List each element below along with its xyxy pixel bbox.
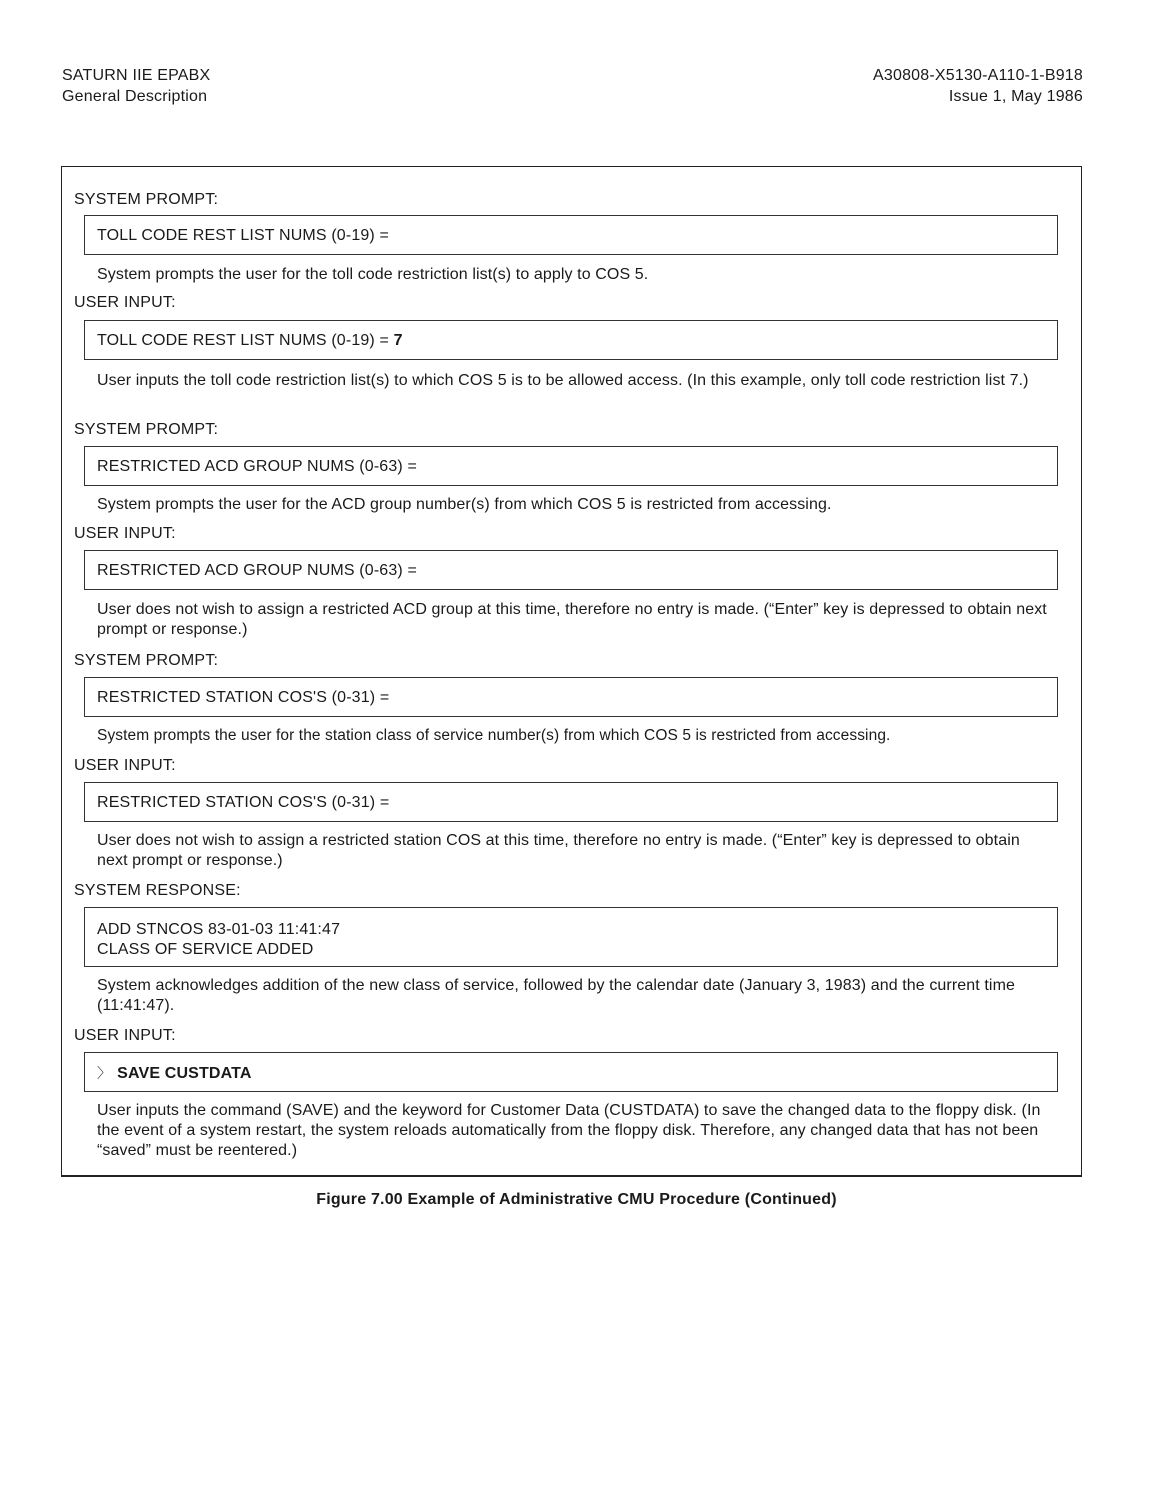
- terminal-box: [84, 907, 1058, 967]
- step-label: SYSTEM RESPONSE:: [74, 882, 241, 899]
- terminal-line: CLASS OF SERVICE ADDED: [97, 941, 314, 958]
- step-label: SYSTEM PROMPT:: [74, 652, 219, 669]
- step-label: USER INPUT:: [74, 525, 176, 542]
- document-number: A30808-X5130-A110-1-B918: [873, 67, 1083, 84]
- terminal-box: [84, 320, 1058, 360]
- terminal-box: [84, 215, 1058, 255]
- step-description: User inputs the command (SAVE) and the keyword for Customer Data (CUSTDATA) to save the changed data to the floppy disk. (In the event of a system restart, the system reloads automatically from the floppy disk. Therefore, any changed data that has not been “saved” must be reentered.): [97, 1102, 1041, 1159]
- terminal-line: RESTRICTED ACD GROUP NUMS (0-63) =: [97, 562, 417, 579]
- terminal-input-value: 7: [393, 332, 403, 349]
- terminal-box: [84, 1052, 1058, 1092]
- document-subtitle: General Description: [62, 88, 208, 105]
- terminal-box: [84, 677, 1058, 717]
- step-description: System prompts the user for the ACD group number(s) from which COS 5 is restricted from accessing.: [97, 496, 832, 513]
- page-header-left: [62, 65, 210, 107]
- prompt-symbol: 〉: [97, 1065, 112, 1081]
- step-label: SYSTEM PROMPT:: [74, 191, 219, 208]
- terminal-box: [84, 446, 1058, 486]
- step-label: USER INPUT:: [74, 294, 176, 311]
- terminal-line: TOLL CODE REST LIST NUMS (0-19) =: [97, 227, 389, 244]
- figure-caption: Figure 7.00 Example of Administrative CMU Procedure (Continued): [316, 1191, 837, 1208]
- step-description: User does not wish to assign a restricted ACD group at this time, therefore no entry is made. (“Enter” key is depressed to obtain next prompt or response.): [97, 601, 1047, 638]
- terminal-line: [97, 1063, 252, 1084]
- step-description: User inputs the toll code restriction list(s) to which COS 5 is to be allowed access. (In this example, only toll code restriction list 7.): [97, 372, 1029, 389]
- step-label: SYSTEM PROMPT:: [74, 421, 219, 438]
- step-description: System prompts the user for the toll code restriction list(s) to apply to COS 5.: [97, 266, 649, 283]
- page-header-right: [873, 65, 1083, 107]
- terminal-line: RESTRICTED STATION COS'S (0-31) =: [97, 689, 390, 706]
- terminal-line: RESTRICTED STATION COS'S (0-31) =: [97, 794, 390, 811]
- terminal-box: [84, 550, 1058, 590]
- step-label: USER INPUT:: [74, 757, 176, 774]
- terminal-box: [84, 782, 1058, 822]
- terminal-text: TOLL CODE REST LIST NUMS (0-19) =: [97, 332, 394, 349]
- procedure-frame: [61, 166, 1082, 1177]
- step-label: USER INPUT:: [74, 1027, 176, 1044]
- terminal-line: RESTRICTED ACD GROUP NUMS (0-63) =: [97, 458, 417, 475]
- step-description: User does not wish to assign a restricted station COS at this time, therefore no entry is made. (“Enter” key is depressed to obtain next prompt or response.): [97, 832, 1020, 869]
- step-description: System acknowledges addition of the new class of service, followed by the calendar date (January 3, 1983) and the current time (11:41:47).: [97, 977, 1015, 1014]
- terminal-line: [97, 331, 403, 351]
- step-description: System prompts the user for the station class of service number(s) from which COS 5 is restricted from accessing.: [97, 727, 891, 744]
- terminal-line: ADD STNCOS 83-01-03 11:41:47: [97, 921, 341, 938]
- document-title: SATURN IIE EPABX: [62, 67, 211, 84]
- terminal-command: SAVE CUSTDATA: [117, 1065, 252, 1082]
- document-issue: Issue 1, May 1986: [948, 88, 1083, 105]
